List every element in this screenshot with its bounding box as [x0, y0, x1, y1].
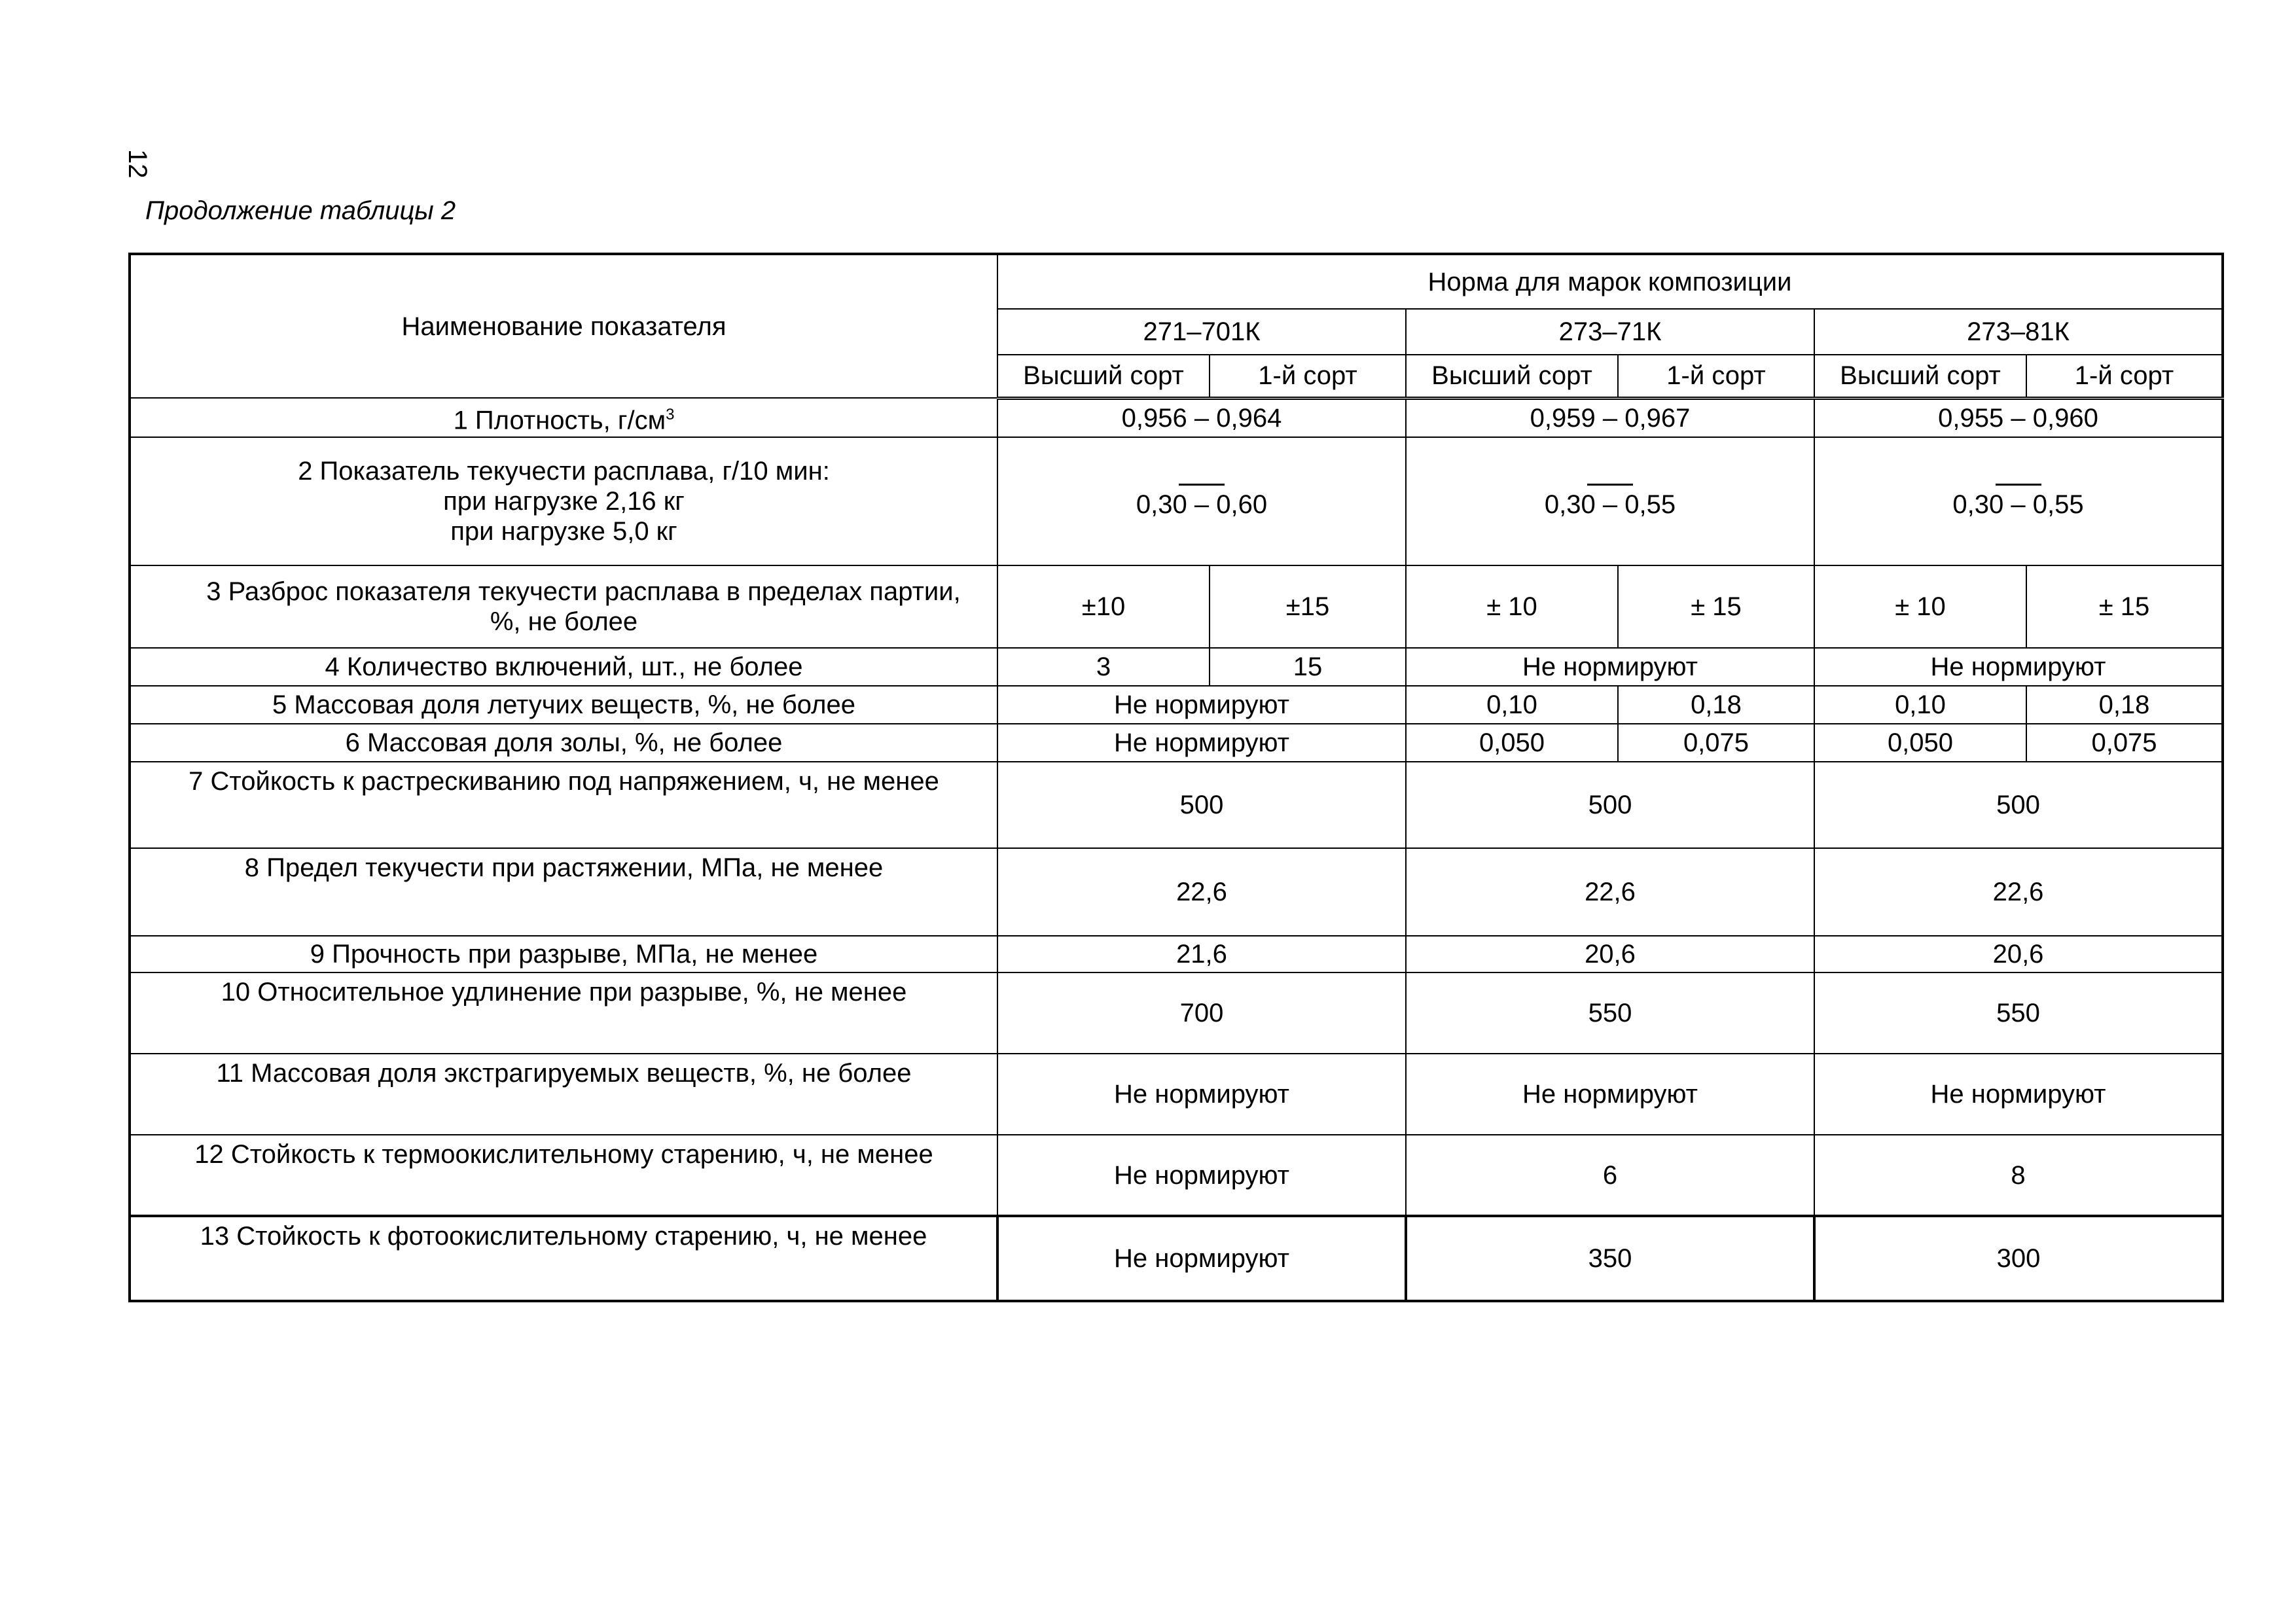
indicator-name: 8 Предел текучести при растяжении, МПа, не менее	[130, 848, 997, 936]
indicator-name: 10 Относительное удлинение при разрыве, %, не менее	[130, 972, 997, 1054]
indicator-name: 4 Количество включений, шт., не более	[130, 648, 997, 686]
table-row	[130, 565, 2223, 648]
value-cell: Не нормируют	[1814, 1054, 2223, 1135]
value-text: 0,30 – 0,55	[1544, 490, 1676, 519]
dash-mark	[1587, 484, 1633, 486]
indicator-name	[130, 565, 997, 648]
indicator-text: %, не более	[490, 607, 638, 636]
table-row	[130, 1135, 2223, 1216]
value-text: 0,30 – 0,60	[1136, 490, 1268, 519]
dash-mark	[1996, 484, 2041, 486]
header-grade-2: 273–71К	[1406, 309, 1814, 355]
table-row	[130, 972, 2223, 1054]
value-cell: 0,075	[1618, 724, 1814, 762]
indicator-text: 2 Показатель текучести расплава, г/10 мин:	[298, 457, 830, 486]
value-cell: ± 15	[2026, 565, 2223, 648]
header-sort-first: 1-й сорт	[1618, 355, 1814, 398]
value-cell: 0,10	[1406, 686, 1618, 724]
value-cell: Не нормируют	[997, 1054, 1406, 1135]
value-cell: 0,18	[1618, 686, 1814, 724]
table-row	[130, 1054, 2223, 1135]
value-cell: 0,10	[1814, 686, 2026, 724]
indicator-name: 13 Стойкость к фотоокислительному старению, ч, не менее	[130, 1216, 997, 1301]
value-cell: 500	[1814, 762, 2223, 848]
header-sort-first: 1-й сорт	[1210, 355, 1406, 398]
indicator-name: 12 Стойкость к термоокислительному старению, ч, не менее	[130, 1135, 997, 1216]
value-cell: 500	[1406, 762, 1814, 848]
header-grade-3: 273–81К	[1814, 309, 2223, 355]
superscript: 3	[666, 405, 675, 423]
value-cell: 3	[997, 648, 1210, 686]
dash-mark	[1179, 484, 1225, 486]
value-cell: 20,6	[1406, 936, 1814, 972]
value-cell: 0,050	[1406, 724, 1618, 762]
value-cell: ± 15	[1618, 565, 1814, 648]
value-cell: 700	[997, 972, 1406, 1054]
indicator-name: 5 Массовая доля летучих веществ, %, не более	[130, 686, 997, 724]
value-cell: ± 10	[1406, 565, 1618, 648]
header-row-norm	[130, 254, 2223, 309]
page-number: 12	[123, 149, 152, 179]
table-row	[130, 936, 2223, 972]
indicator-name: 9 Прочность при разрыве, МПа, не менее	[130, 936, 997, 972]
table-row	[130, 648, 2223, 686]
value-cell: Не нормируют	[997, 724, 1406, 762]
value-cell: 0,075	[2026, 724, 2223, 762]
table-row	[130, 686, 2223, 724]
value-cell: 22,6	[1406, 848, 1814, 936]
indicator-name	[130, 437, 997, 565]
value-cell	[1814, 437, 2223, 565]
table-caption: Продолжение таблицы 2	[145, 196, 456, 225]
value-cell: 0,18	[2026, 686, 2223, 724]
header-norm: Норма для марок композиции	[997, 254, 2223, 309]
indicator-name: 11 Массовая доля экстрагируемых веществ, %, не более	[130, 1054, 997, 1135]
table-row	[130, 398, 2223, 437]
value-cell: Не нормируют	[997, 1135, 1406, 1216]
table-row	[130, 762, 2223, 848]
table-row	[130, 1216, 2223, 1301]
value-cell	[1406, 437, 1814, 565]
value-cell: 300	[1814, 1216, 2223, 1301]
indicator-text: 1 Плотность, г/см	[453, 406, 666, 435]
value-cell: 6	[1406, 1135, 1814, 1216]
indicator-subline: при нагрузке 2,16 кг	[443, 487, 685, 516]
value-cell: ±15	[1210, 565, 1406, 648]
header-sort-top: Высший сорт	[1814, 355, 2026, 398]
indicator-name: 6 Массовая доля золы, %, не более	[130, 724, 997, 762]
value-cell	[997, 437, 1406, 565]
value-cell: 8	[1814, 1135, 2223, 1216]
value-cell: Не нормируют	[1814, 648, 2223, 686]
table-row	[130, 724, 2223, 762]
indicator-subline: при нагрузке 5,0 кг	[450, 517, 677, 546]
value-cell: Не нормируют	[997, 1216, 1406, 1301]
specification-table	[128, 253, 2224, 1302]
header-indicator-name: Наименование показателя	[130, 254, 997, 398]
indicator-name	[130, 398, 997, 437]
value-cell: 21,6	[997, 936, 1406, 972]
indicator-name: 7 Стойкость к растрескиванию под напряжением, ч, не менее	[130, 762, 997, 848]
value-cell: 350	[1406, 1216, 1814, 1301]
value-cell: ± 10	[1814, 565, 2026, 648]
header-grade-1: 271–701К	[997, 309, 1406, 355]
value-cell: 22,6	[1814, 848, 2223, 936]
value-cell: 0,959 – 0,967	[1406, 398, 1814, 437]
value-cell: 500	[997, 762, 1406, 848]
value-cell: 0,955 – 0,960	[1814, 398, 2223, 437]
indicator-text: 3 Разброс показателя текучести расплава в пределах партии,	[206, 577, 961, 606]
value-cell: ±10	[997, 565, 1210, 648]
value-cell: 550	[1406, 972, 1814, 1054]
value-cell: 0,956 – 0,964	[997, 398, 1406, 437]
value-cell: Не нормируют	[1406, 648, 1814, 686]
value-cell: Не нормируют	[1406, 1054, 1814, 1135]
value-cell: 22,6	[997, 848, 1406, 936]
value-cell: Не нормируют	[997, 686, 1406, 724]
value-text: 0,30 – 0,55	[1952, 490, 2084, 519]
value-cell: 15	[1210, 648, 1406, 686]
header-sort-first: 1-й сорт	[2026, 355, 2223, 398]
value-cell: 0,050	[1814, 724, 2026, 762]
value-cell: 20,6	[1814, 936, 2223, 972]
header-sort-top: Высший сорт	[997, 355, 1210, 398]
table-row	[130, 848, 2223, 936]
value-cell: 550	[1814, 972, 2223, 1054]
table-row	[130, 437, 2223, 565]
header-sort-top: Высший сорт	[1406, 355, 1618, 398]
